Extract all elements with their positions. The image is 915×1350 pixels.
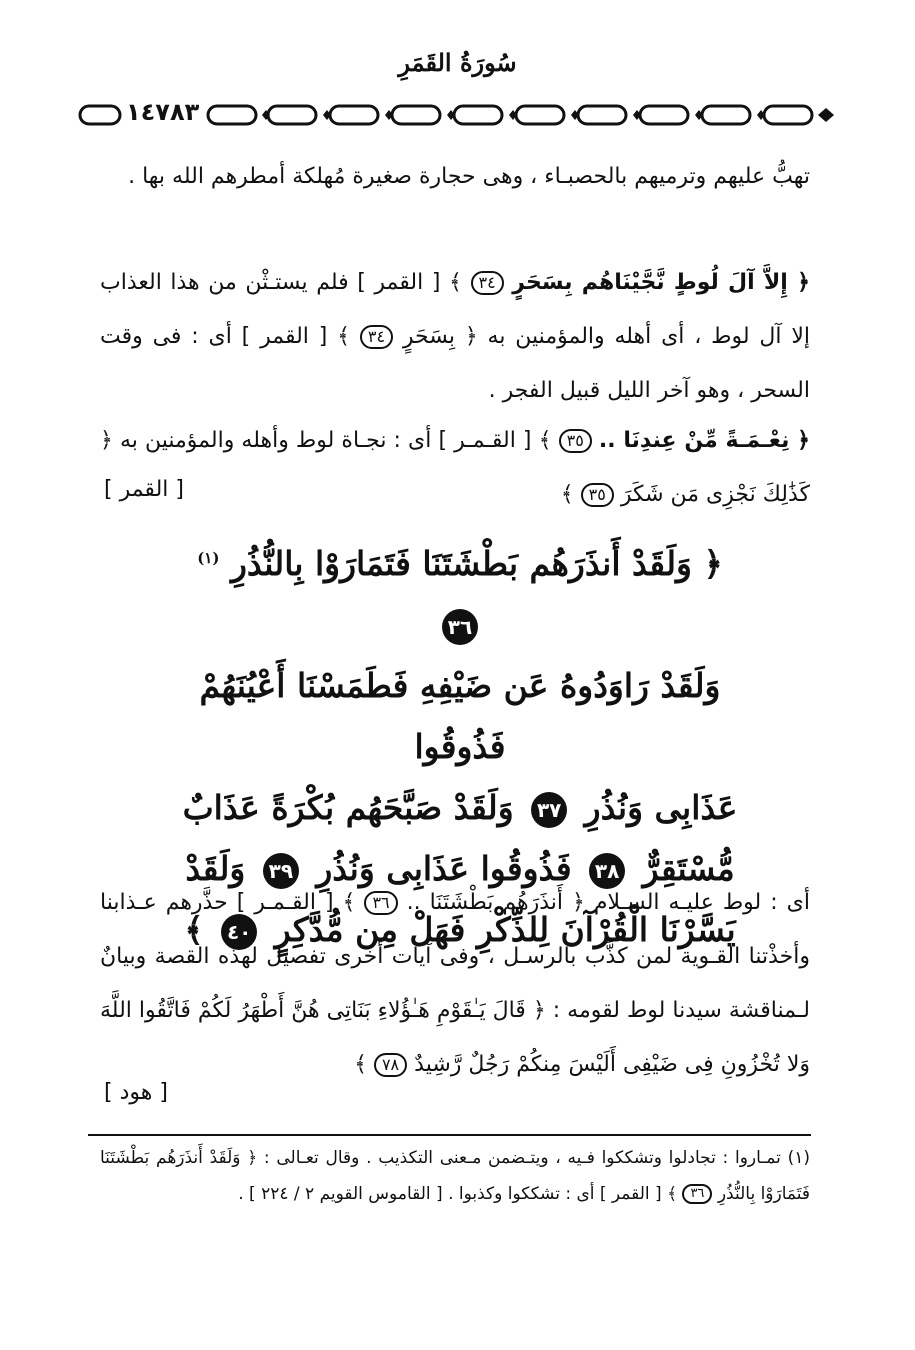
verse-text: فَذُوقُوا عَذَابِى وَنُذُرِ: [316, 849, 572, 888]
verse-text: وَلَقَدْ صَبَّحَهُم بُكْرَةً عَذَابٌ: [182, 788, 514, 827]
verse-line-1: [180, 528, 740, 655]
footnote-text: ﴾ [ القمر ] أى : تشككوا وكذبوا . [ القاموس القويم ٢ / ٢٢٤ ] .: [238, 1184, 678, 1204]
verse-text: وَلَقَدْ: [185, 849, 246, 888]
page-number: ١٤٧٨٣: [122, 98, 203, 126]
verse-text: يَسَّرْنَا الْقُرْآنَ لِلذِّكْرِ فَهَلْ مِن مُّدَّكِرٍ: [274, 910, 736, 949]
verse-number-badge: ٣٥: [581, 483, 614, 507]
verse-text: وَلَقَدْ رَاوَدُوهُ عَن ضَيْفِهِ فَطَمَسْنَا أَعْيُنَهُمْ فَذُوقُوا: [199, 666, 721, 766]
paragraph-2-text: ﴾ [ القمر ] فلم يستـثْن من هذا العذاب إلا آل لوط ، أى أهله والمؤمنين به ﴿ بِسَحَرٍ: [100, 270, 811, 349]
footnote-divider: [88, 1134, 811, 1136]
verse-number-badge: ٣٤: [360, 325, 393, 349]
explanation-text: أى : لوط عليـه السـلام ﴿ أَنذَرَهُم بَطْشَتَنَا ..: [406, 890, 810, 915]
paragraph-2: [100, 256, 810, 418]
verse-number-badge: ٣٥: [559, 429, 592, 453]
verse-number-badge: ٧٨: [374, 1053, 407, 1077]
paragraph-1-text: تهبُّ عليهم وترميهم بالحصبـاء ، وهى حجارة صغيرة مُهلكة أمطرهم الله بها .: [128, 164, 810, 189]
verse-number-medallion: ٣٦: [442, 609, 478, 645]
verse-number-medallion: ٤٠: [221, 914, 257, 950]
verse-number-badge: ٣٦: [364, 891, 397, 915]
quran-quote: ﴿ إِلاَّ آلَ لُوطٍ نَّجَّيْنَاهُم بِسَحَرٍ: [512, 270, 810, 295]
verse-text: ﴾: [184, 910, 204, 949]
quran-quote: ﴿ نِعْـمَـةً مِّنْ عِندِنَا ..: [598, 428, 810, 453]
explanation-paragraph: [100, 876, 810, 1092]
verse-text: ﴿ وَلَقَدْ أَنذَرَهُم بَطْشَتَنَا فَتَمَارَوْا بِالنُّذُرِ: [230, 544, 723, 583]
verse-number-medallion: ٣٧: [531, 792, 567, 828]
paragraph-3: [100, 414, 810, 522]
paragraph-3-tail: ﴾: [560, 482, 574, 507]
verse-line-3: [180, 777, 740, 838]
footnote-marker: (١): [197, 549, 220, 567]
paragraph-2-tail: ﴾ [ القمر ] أى : فى وقت السحر ، وهو آخر الليل قبيل الفجر .: [100, 324, 810, 403]
surah-reference: [ هود ]: [104, 1080, 168, 1105]
surah-title: سُورَةُ القَمَرِ: [398, 48, 517, 77]
verse-text: مُّسْتَقِرٌّ: [642, 849, 735, 888]
verse-number-badge: ٣٦: [682, 1184, 712, 1204]
footnote: [100, 1140, 810, 1212]
footnote-text: (١) تمـاروا : تجادلوا وتشككوا فـيه ، ويتـضمن مـعنى التكذيب . وقال تعـالى : ﴿ وَلَقَدْ أَنذَرَهُم بَطْشَتَنَا فَتَمَارَوْا بِالنُّذُرِ: [100, 1148, 810, 1204]
verse-number-medallion: ٣٨: [589, 853, 625, 889]
verse-line-2: [180, 655, 740, 777]
paragraph-1: [100, 150, 810, 204]
verse-number-badge: ٣٤: [471, 271, 504, 295]
explanation-text: ﴾ [ القـمـر ] حذَّرهم عـذابنا وأخذْتنا القـوية لمن كذَّب بالرسـل ، وفى آيات أخرى تفصيل لهذه القصة وبيانٌ لـمناقشة سيدنا لوط لقومه : ﴿ قَالَ يَـٰقَوْمِ هَـٰؤُلاءِ بَنَاتِى هُنَّ أَطْهَرُ لَكُمْ فَاتَّقُوا اللَّهَ وَلا تُخْزُونِ فِى ضَيْفِى أَلَيْسَ مِنكُمْ رَجُلٌ رَّشِيدٌ: [100, 890, 810, 1077]
verse-text: عَذَابِى وَنُذُرِ: [584, 788, 738, 827]
surah-reference: [ القمر ]: [104, 477, 184, 502]
explanation-text: ﴾: [354, 1052, 367, 1077]
verse-number-medallion: ٣٩: [263, 853, 299, 889]
paragraph-3-text: ﴾ [ القـمـر ] أى : نجـاة لوط وأهله والمؤمنين به ﴿ كَذَٰلِكَ نَجْزِى مَن شَكَرَ: [100, 428, 810, 507]
